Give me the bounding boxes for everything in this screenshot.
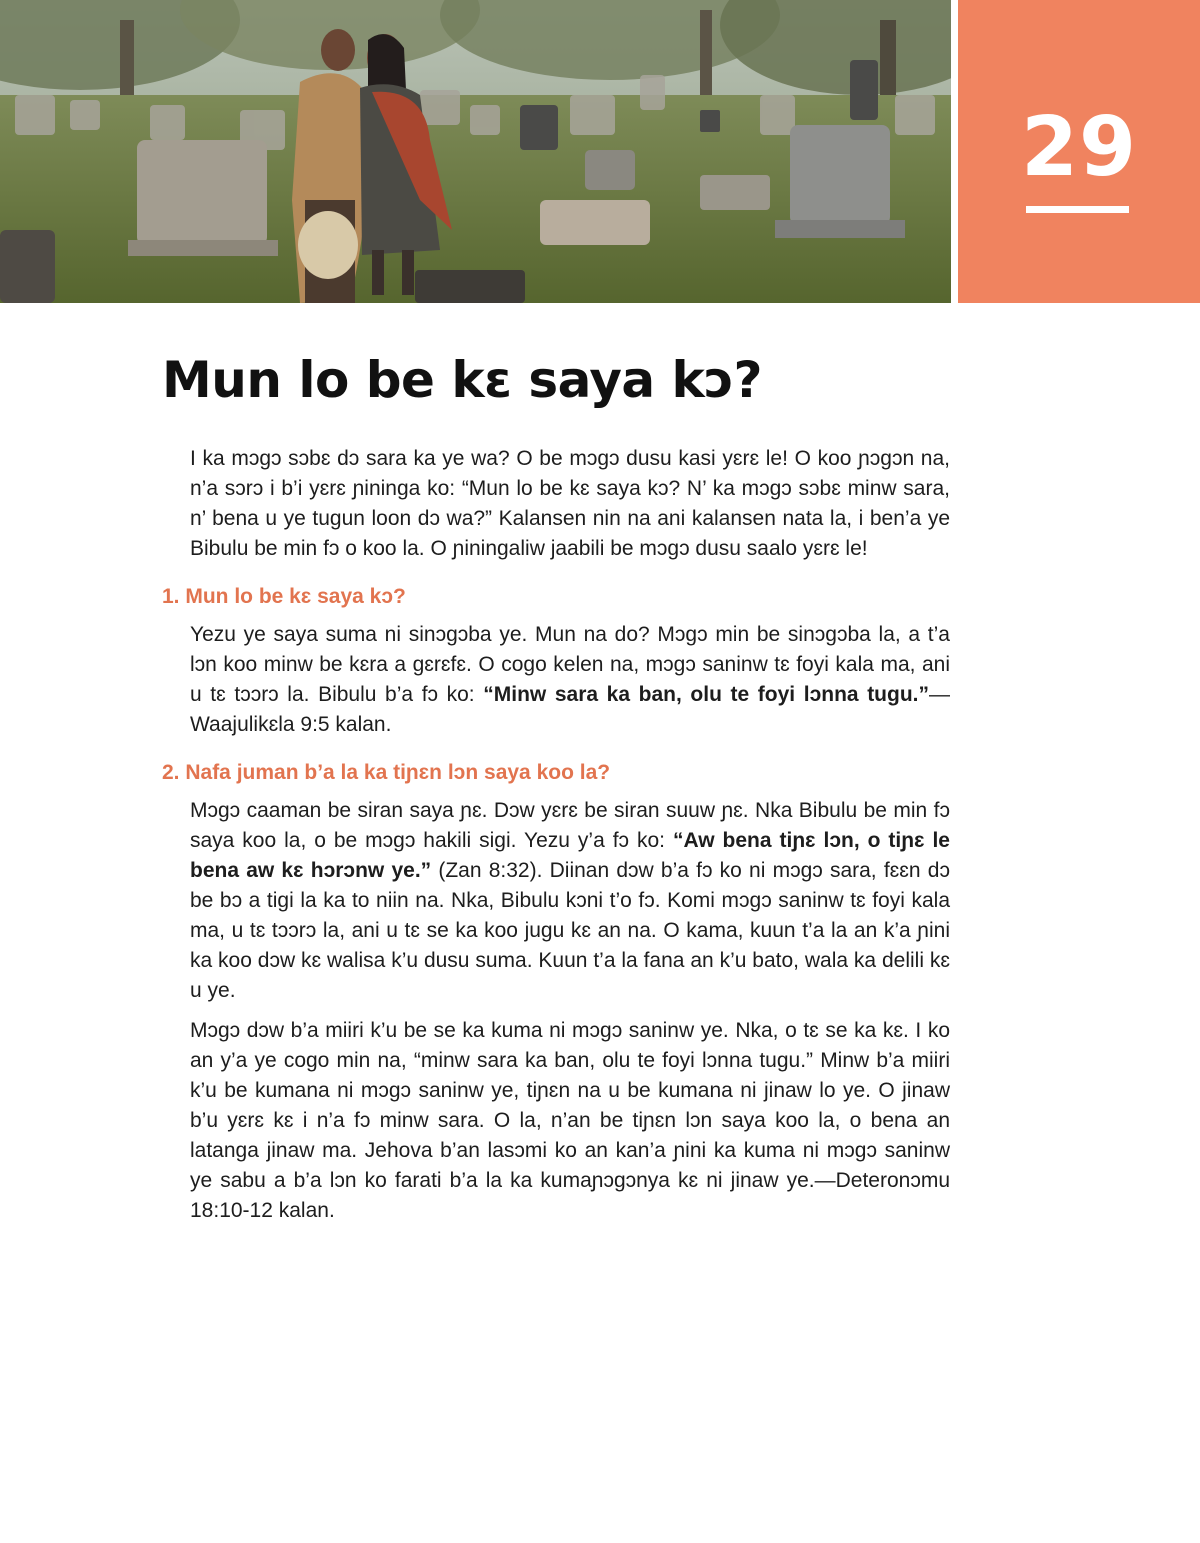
section-1-reference: —Waajulikɛla 9:5 kalan. [190, 683, 951, 736]
section-1-text: Yezu ye saya suma ni sinɔgɔba ye. Mun na do? Mɔgɔ min be sinɔgɔba la, a t’a lɔn koo minw be kɛra a gɛrɛfɛ. O cogo kelen na, mɔgɔ saninw tɛ foyi kala ma, ani u tɛ tɔɔrɔ la. Bibulu b’a fɔ ko: [190, 623, 950, 706]
cemetery-illustration [0, 0, 951, 303]
section-1-paragraph [190, 620, 950, 740]
section-2-text-a: Mɔgɔ caaman be siran saya ɲɛ. Dɔw yɛrɛ be siran suuw ɲɛ. Nka Bibulu be min fɔ saya koo la, o be mɔgɔ hakili sigi. Yezu y’a fɔ ko: [190, 799, 950, 852]
section-heading-2: 2. Nafa juman b’a la ka tiɲɛn lɔn saya koo la? [162, 761, 611, 784]
hero-photo [0, 0, 951, 303]
section-1-quote: “Minw sara ka ban, olu te foyi lɔnna tugu.” [483, 683, 930, 706]
section-2-quote: “Aw bena tiɲɛ lɔn, o tiɲɛ le bena aw kɛ hɔrɔnw ye.” [190, 829, 950, 882]
section-2-text-b: (Zan 8:32). Diinan dɔw b’a fɔ ko ni mɔgɔ sara, fɛɛn dɔ be bɔ a tigi la ka to niin na. Nka, Bibulu kɔni t’o fɔ. Komi mɔgɔ saninw tɛ foyi kala ma, u tɛ tɔɔrɔ la, ani u tɛ se ka koo jugu kɛ an na. O kama, kuun t’a la an k’a ɲini ka koo dɔw kɛ walisa k’u dusu suma. Kuun t’a la fana an k’u bato, wala ka delili kɛ u ye. [190, 859, 950, 1002]
section-2-paragraph-1 [190, 796, 950, 1006]
lesson-body [162, 444, 950, 1236]
section-heading-1: 1. Mun lo be kɛ saya kɔ? [162, 585, 406, 608]
intro-paragraph: I ka mɔgɔ sɔbɛ dɔ sara ka ye wa? O be mɔgɔ dusu kasi yɛrɛ le! O koo ɲɔgɔn na, n’a sɔrɔ i b’i yɛrɛ ɲininga ko: “Mun lo be kɛ saya kɔ? N’ ka mɔgɔ sɔbɛ minw sara, n’ bena u ye tugun loon dɔ wa?” Kalansen nin na ani kalansen nata la, i ben’a ye Bibulu be min fɔ o koo la. O ɲiningaliw jaabili be mɔgɔ dusu saalo yɛrɛ le! [190, 447, 950, 560]
lesson-number-underline [1026, 206, 1129, 213]
section-2-paragraph-2: Mɔgɔ dɔw b’a miiri k’u be se ka kuma ni mɔgɔ saninw ye. Nka, o tɛ se ka kɛ. I ko an y’a ye cogo min na, “minw sara ka ban, olu te foyi lɔnna tugu.” Minw b’a miiri k’u be kumana ni mɔgɔ saninw ye, tiɲɛn na u be kumana ni jinaw lo ye. O jinaw b’u yɛrɛ kɛ i n’a fɔ minw sara. O la, n’an be tiɲɛn lɔn saya koo la, o bena an latanga jinaw ma. Jehova b’an lasɔmi ko an kan’a ɲini ka kuma ni mɔgɔ saninw ye sabu a b’a lɔn ko farati b’a la ka kumaɲɔgɔnya kɛ ni jinaw ye.—Deteronɔmu 18:10-12 kalan. [190, 1019, 950, 1222]
page-title: Mun lo be kɛ saya kɔ? [162, 351, 762, 409]
lesson-number-badge [958, 0, 1200, 303]
lesson-number: 29 [1020, 100, 1138, 195]
